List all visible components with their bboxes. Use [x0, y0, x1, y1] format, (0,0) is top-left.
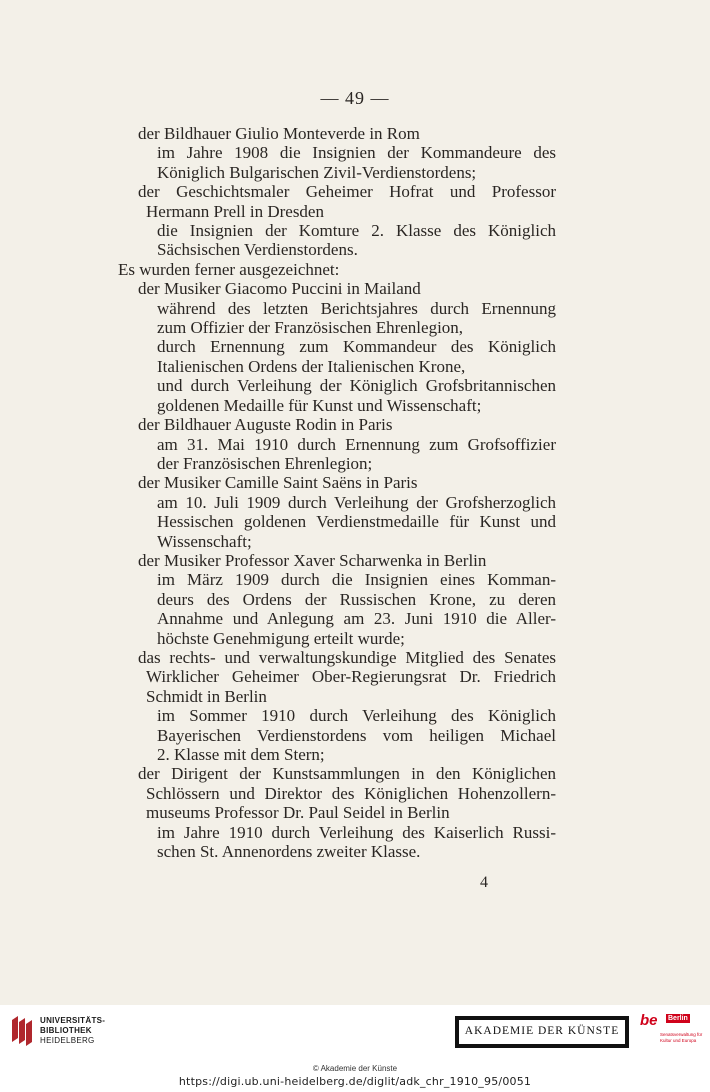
ub-heidelberg-logo[interactable] — [8, 1012, 108, 1052]
text-line: im Jahre 1910 durch Verleihung des Kaiserlich Russi- — [157, 822, 556, 842]
text-line: Es wurden ferner ausgezeichnet: — [118, 259, 340, 279]
akademie-label: AKADEMIE DER KÜNSTE — [458, 1019, 626, 1045]
ub-logo-line2: BIBLIOTHEK — [40, 1026, 92, 1035]
text-line: museums Professor Dr. Paul Seidel in Berlin — [146, 803, 450, 823]
permalink-url[interactable]: https://digi.ub.uni-heidelberg.de/diglit/adk_chr_1910_95/0051 — [178, 1075, 532, 1088]
text-line: Hermann Prell in Dresden — [146, 201, 324, 221]
text-line: der Dirigent der Kunstsammlungen in den Königlichen — [138, 764, 556, 784]
text-line: der Bildhauer Giulio Monteverde in Rom — [138, 124, 420, 143]
text-line: im Jahre 1908 die Insignien der Kommandeure des — [157, 143, 556, 163]
text-line: die Insignien der Komture 2. Klasse des Königlich — [157, 221, 556, 241]
text-line: durch Ernennung zum Kommandeur des Königlich — [157, 337, 556, 357]
berlin-be-text: be — [640, 1012, 658, 1029]
text-line: zum Offizier der Französischen Ehrenlegion, — [157, 318, 464, 338]
page-text — [118, 124, 556, 861]
text-line: der Bildhauer Auguste Rodin in Paris — [138, 415, 393, 435]
text-line: Schmidt in Berlin — [146, 686, 267, 706]
berlin-box-text: Berlin — [668, 1015, 688, 1022]
text-line: und durch Verleihung der Königlich Grofsbritannischen — [157, 376, 556, 396]
text-line: der Geschichtsmaler Geheimer Hofrat und Professor — [138, 182, 556, 202]
ub-heidelberg-icon — [8, 1012, 36, 1048]
text-line: am 10. Juli 1909 durch Verleihung der Grofsherzoglich — [157, 492, 556, 512]
text-line: Schlössern und Direktor des Königlichen Hohenzollern- — [146, 783, 556, 803]
text-line: am 31. Mai 1910 durch Ernennung zum Grofsoffizier — [157, 434, 556, 454]
copyright-text: © Akademie der Künste — [312, 1064, 398, 1073]
text-line: das rechts- und verwaltungskundige Mitglied des Senates — [138, 647, 556, 667]
ub-logo-line3: HEIDELBERG — [40, 1036, 95, 1045]
text-line: Hessischen goldenen Verdienstmedaille für Kunst und — [157, 512, 556, 532]
text-line: Sächsischen Verdienstordens. — [157, 240, 358, 260]
page-number: — 49 — — [320, 88, 390, 108]
ub-logo-line1: UNIVERSITÄTS- — [40, 1016, 106, 1025]
text-line: im März 1909 durch die Insignien eines Komman- — [157, 570, 556, 590]
text-line: im Sommer 1910 durch Verleihung des Königlich — [157, 706, 556, 726]
text-line: der Musiker Camille Saint Saëns in Paris — [138, 473, 418, 493]
text-line: der Französischen Ehrenlegion; — [157, 453, 373, 473]
text-line: Italienischen Ordens der Italienischen Krone, — [157, 356, 466, 376]
text-line: 2. Klasse mit dem Stern; — [157, 745, 325, 764]
text-line: Annahme und Anlegung am 23. Juni 1910 die Aller- — [157, 609, 556, 629]
text-line: der Musiker Giacomo Puccini in Mailand — [138, 279, 421, 299]
text-line: der Musiker Professor Xaver Scharwenka in Berlin — [138, 550, 487, 570]
text-line: schen St. Annenordens zweiter Klasse. — [157, 842, 421, 862]
text-line: höchste Genehmigung erteilt wurde; — [157, 628, 405, 648]
berlin-sub-text: Senatsverwaltung für Kultur und Europa — [660, 1032, 703, 1043]
text-line: deurs des Ordens der Russischen Krone, zu deren — [157, 589, 556, 609]
text-line: während des letzten Berichtsjahres durch Ernennung — [157, 298, 556, 318]
text-line: Wissenschaft; — [157, 531, 252, 551]
berlin-senate-logo[interactable] — [640, 1012, 702, 1054]
text-line: Wirklicher Geheimer Ober-Regierungsrat Dr. Friedrich — [146, 667, 556, 687]
akademie-der-kuenste-logo[interactable] — [455, 1016, 629, 1048]
text-line: Königlich Bulgarischen Zivil-Verdienstordens; — [157, 162, 477, 182]
text-line: goldenen Medaille für Kunst und Wissenschaft; — [157, 395, 482, 415]
signature-mark: 4 — [480, 874, 488, 891]
text-line: Bayerischen Verdienstordens vom heiligen Michael — [157, 725, 556, 745]
